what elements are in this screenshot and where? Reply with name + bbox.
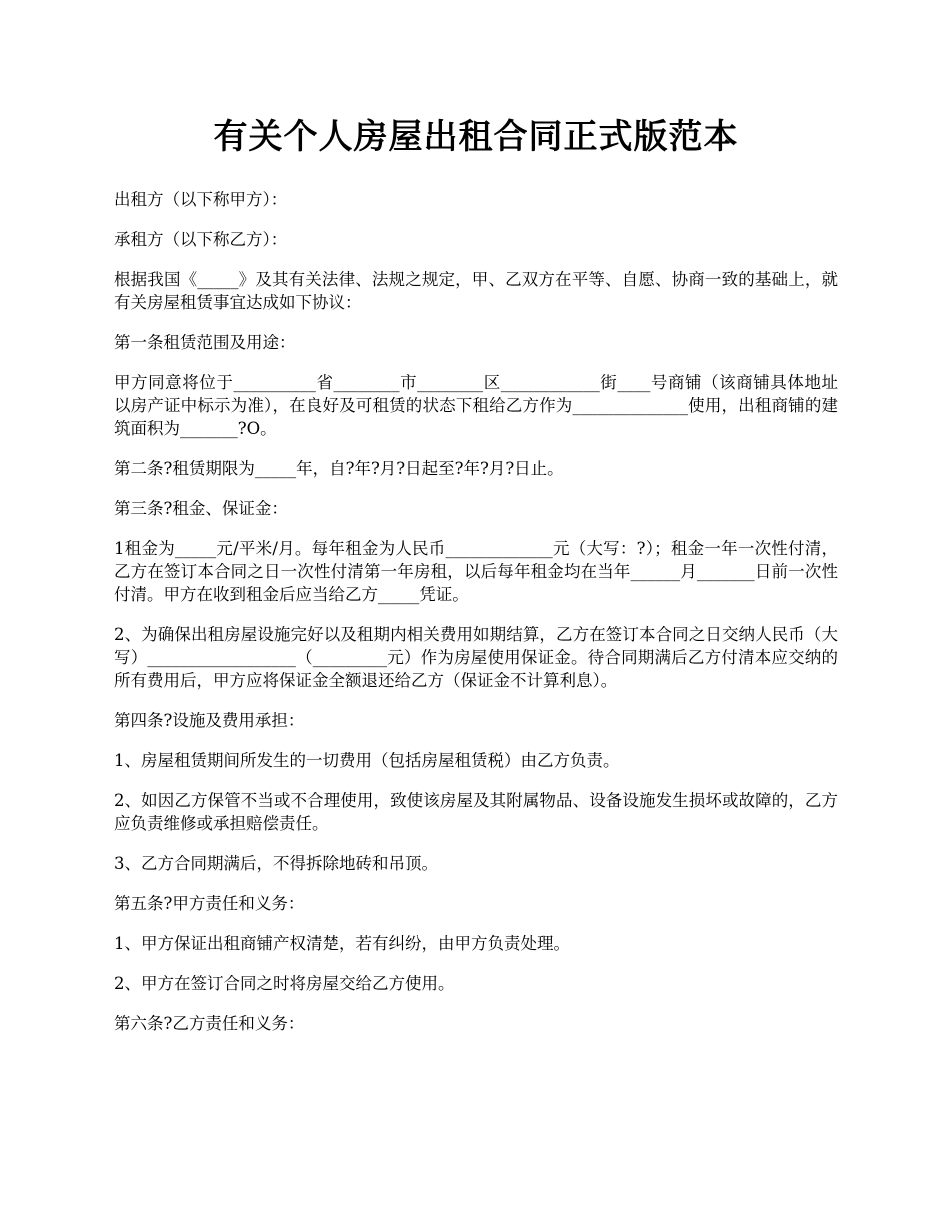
article-5-heading: 第五条?甲方责任和义务： [114, 894, 305, 913]
article-4-clause-3: 3、乙方合同期满后，不得拆除地砖和吊顶。 [114, 854, 438, 873]
article-3-heading: 第三条?租金、保证金： [114, 499, 288, 518]
article-4-clause-1: 1、房屋租赁期间所发生的一切费用（包括房屋租赁税）由乙方负责。 [114, 751, 620, 770]
article-1-body: 甲方同意将位于__________省________市________区____________街____号商铺（该商铺具体地址以房产证中标示为准），在良好及可租赁的状态下租给乙方作为______________使用，出租商铺的建筑面积为_______?O。 [114, 373, 838, 438]
article-5-clause-2: 2、甲方在签订合同之时将房屋交给乙方使用。 [114, 974, 455, 993]
article-1-heading: 第一条租赁范围及用途： [114, 333, 296, 352]
lessee-line: 承租方（以下称乙方）： [114, 230, 288, 249]
article-3-clause-1: 1租金为_____元/平米/月。每年租金为人民币_____________元（大写：?）；租金一年一次性付清，乙方在签订本合同之日一次性付清第一年房租，以后每年租金均在当年______月_______日前一次性付清。甲方在收到租金后应当给乙方_____凭证。 [114, 539, 838, 604]
article-4-clause-2: 2、如因乙方保管不当或不合理使用，致使该房屋及其附属物品、设备设施发生损坏或故障的，乙方应负责维修或承担赔偿责任。 [114, 791, 838, 833]
article-3-clause-2: 2、为确保出租房屋设施完好以及租期内相关费用如期结算，乙方在签订本合同之日交纳人民币（大写）__________________（_________元）作为房屋使用保证金。待合同期满后乙方付清本应交纳的所有费用后，甲方应将保证金全额退还给乙方（保证金不计算利息）。 [114, 625, 838, 690]
article-4-heading: 第四条?设施及费用承担： [114, 711, 305, 730]
article-5-clause-1: 1、甲方保证出租商铺产权清楚，若有纠纷，由甲方负责处理。 [114, 934, 570, 953]
article-6-heading: 第六条?乙方责任和义务： [114, 1014, 305, 1033]
lessor-line: 出租方（以下称甲方）： [114, 190, 288, 209]
preamble-paragraph: 根据我国《_____》及其有关法律、法规之规定，甲、乙双方在平等、自愿、协商一致的基础上，就有关房屋租赁事宜达成如下协议： [114, 270, 838, 312]
article-2-heading: 第二条?租赁期限为_____年，自?年?月?日起至?年?月?日止。 [114, 459, 564, 478]
document-title: 有关个人房屋出租合同正式版范本 [213, 117, 739, 157]
